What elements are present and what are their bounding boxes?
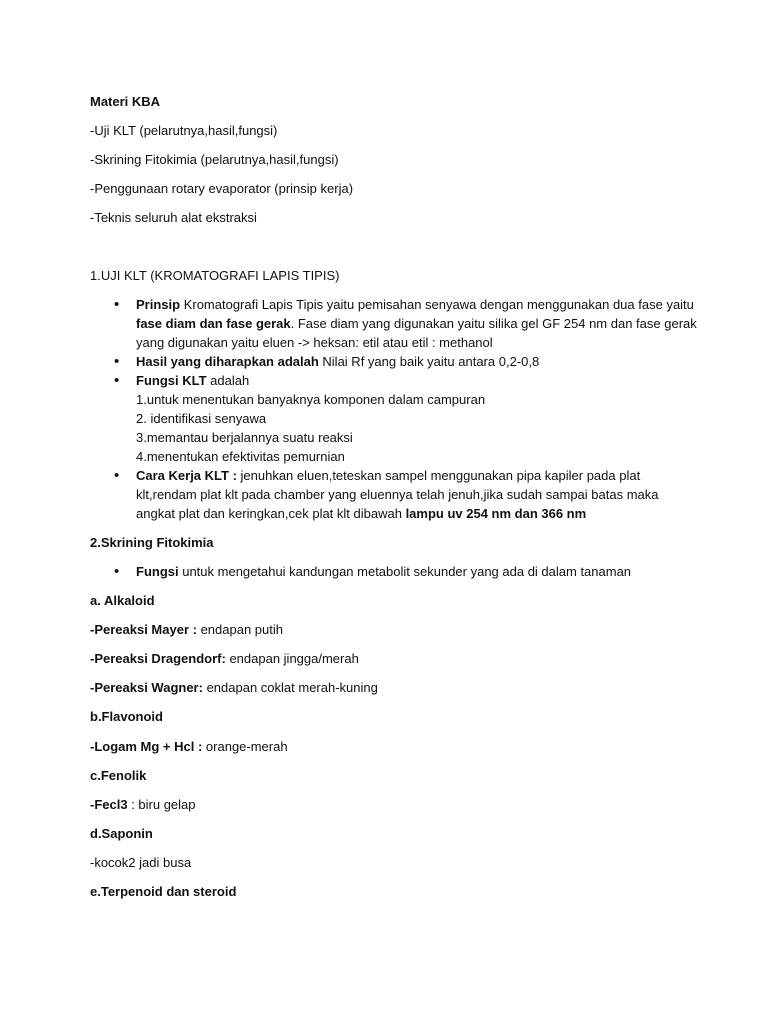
flavonoid-test-line: -Logam Mg + Hcl : orange-merah [90, 739, 288, 754]
flavonoid-title: b.Flavonoid [90, 709, 163, 724]
topic-line: -Teknis seluruh alat ekstraksi [90, 210, 257, 225]
section1-title: 1.UJI KLT (KROMATOGRAFI LAPIS TIPIS) [90, 268, 340, 283]
bullet-icon: • [114, 296, 120, 313]
saponin-test-line: -kocok2 jadi busa [90, 855, 192, 870]
wagner-line: -Pereaksi Wagner: endapan coklat merah-kuning [90, 680, 378, 695]
bullet-icon: • [114, 467, 120, 484]
saponin-title: d.Saponin [90, 826, 153, 841]
section2-title: 2.Skrining Fitokimia [90, 535, 214, 550]
topic-line: -Penggunaan rotary evaporator (prinsip kerja) [90, 181, 354, 196]
prinsip-line-3: yang digunakan yaitu eluen -> heksan: etil atau etil : methanol [136, 335, 493, 350]
hasil-line: Hasil yang diharapkan adalah Nilai Rf yang baik yaitu antara 0,2-0,8 [136, 354, 540, 369]
topic-line: -Skrining Fitokimia (pelarutnya,hasil,fungsi) [90, 152, 339, 167]
bullet-icon: • [114, 353, 120, 370]
cara-kerja-line-1: Cara Kerja KLT : jenuhkan eluen,teteskan sampel menggunakan pipa kapiler pada plat [136, 468, 641, 483]
fungsi-item: 2. identifikasi senyawa [136, 411, 267, 426]
bullet-icon: • [114, 372, 120, 389]
prinsip-line-1: Prinsip Kromatografi Lapis Tipis yaitu pemisahan senyawa dengan menggunakan dua fase yaitu [136, 297, 694, 312]
topic-line: -Uji KLT (pelarutnya,hasil,fungsi) [90, 123, 278, 138]
cara-kerja-line-2: klt,rendam plat klt pada chamber yang eluennya telah jenuh,jika sudah sampai batas maka [136, 487, 659, 502]
prinsip-line-2: fase diam dan fase gerak. Fase diam yang digunakan yaitu silika gel GF 254 nm dan fase gerak [136, 316, 697, 331]
fenolik-test-line: -Fecl3 : biru gelap [90, 797, 196, 812]
document-heading: Materi KBA [90, 94, 161, 109]
alkaloid-title: a. Alkaloid [90, 593, 155, 608]
fenolik-title: c.Fenolik [90, 768, 147, 783]
mayer-line: -Pereaksi Mayer : endapan putih [90, 622, 283, 637]
dragendorf-line: -Pereaksi Dragendorf: endapan jingga/merah [90, 651, 359, 666]
fungsi-item: 3.memantau berjalannya suatu reaksi [136, 430, 353, 445]
cara-kerja-line-3: angkat plat dan keringkan,cek plat klt dibawah lampu uv 254 nm dan 366 nm [136, 506, 587, 521]
fungsi-klt-line: Fungsi KLT adalah [136, 373, 250, 388]
terpenoid-title: e.Terpenoid dan steroid [90, 884, 237, 899]
fungsi-item: 1.untuk menentukan banyaknya komponen dalam campuran [136, 392, 486, 407]
bullet-icon: • [114, 563, 120, 580]
fungsi-item: 4.menentukan efektivitas pemurnian [136, 449, 345, 464]
skrining-fungsi-line: Fungsi untuk mengetahui kandungan metabolit sekunder yang ada di dalam tanaman [136, 564, 632, 579]
